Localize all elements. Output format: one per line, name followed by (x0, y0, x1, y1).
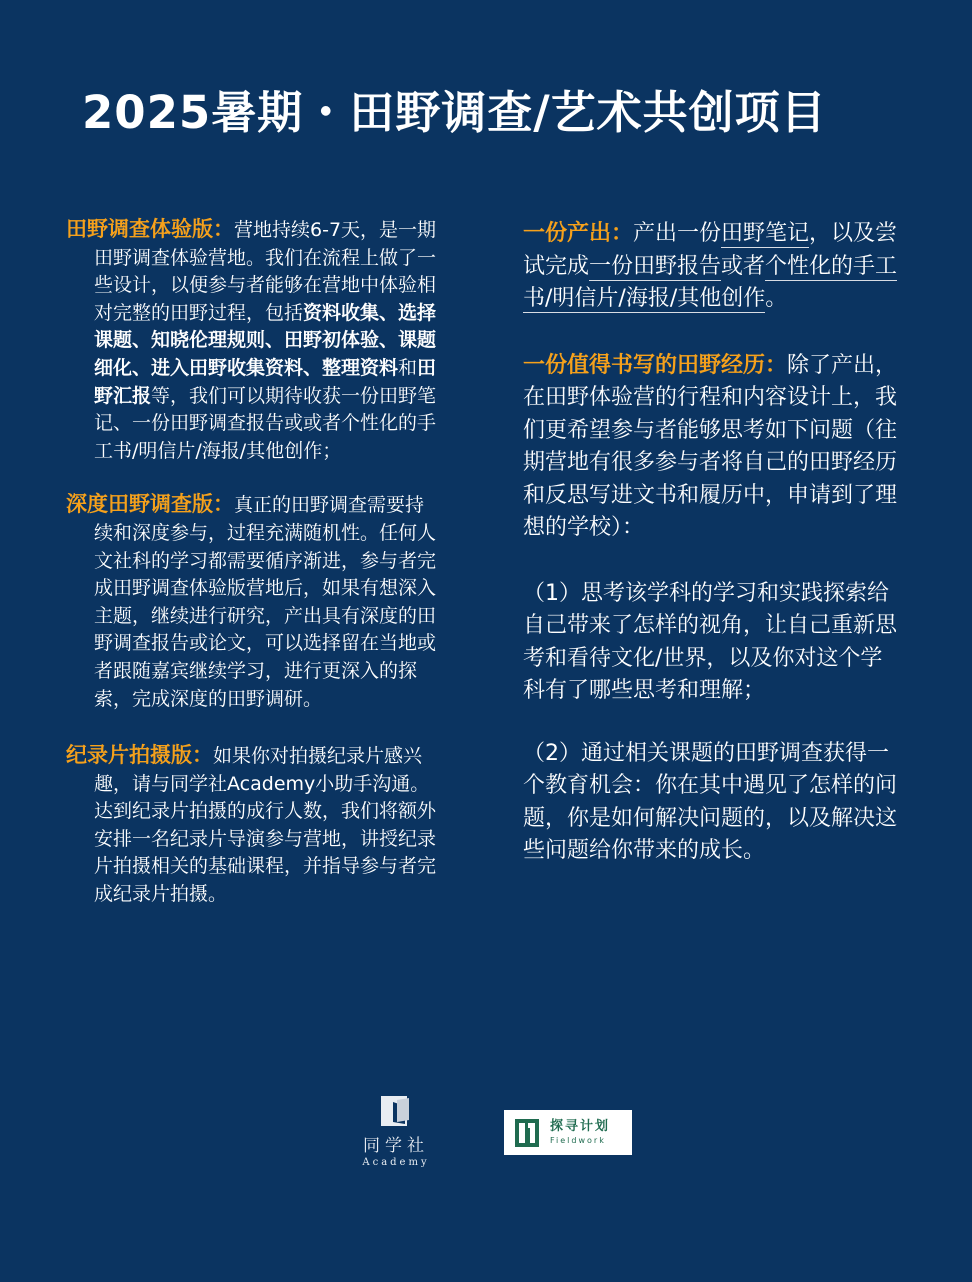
section-heading-field-trial: 田野调查体验版： (66, 217, 234, 241)
underlined-text: 田野笔记 (721, 221, 810, 246)
page-title: 2025暑期・田野调查/艺术共创项目 (82, 86, 827, 139)
fieldwork-name-cn: 探寻计划 (550, 1119, 611, 1134)
academy-name-cn: 同学社 (363, 1136, 429, 1156)
fieldwork-logo (504, 1110, 632, 1155)
section-documentary (66, 742, 438, 909)
section-heading-documentary: 纪录片拍摄版： (66, 743, 213, 768)
paragraph-text: 。 (765, 286, 788, 311)
question-2: （2）通过相关课题的田野调查获得一个教育机会：你在其中遇见了怎样的问题，你是如何解决问题的，以及解决这些问题给你带来的成长。 (523, 740, 898, 863)
paragraph-text: ，以及尝试完成 (523, 221, 898, 279)
right-column (523, 218, 898, 868)
section-text: 营地持续6-7天，是一期田野调查体验营地。我们在流程上做了一些设计，以便参与者能够在营地中体验相对完整的田野过程，包括 (94, 219, 437, 324)
underlined-text: 一份田野报告 (589, 253, 722, 279)
paragraph-text: 或者 (721, 253, 766, 279)
section-field-trial (66, 216, 438, 465)
section-text: 真正的田野调查需要持续和深度参与，过程充满随机性。任何人文社科的学习都需要循序渐进，参与者完成田野调查体验版营地后，如果有想深入主题，继续进行研究，产出具有深度的田野调查报告或论文，可以选择留在当地或者跟随嘉宾继续学习，进行更深入的探索，完成深度的田野调研。 (94, 494, 437, 710)
left-column (66, 216, 438, 909)
paragraph-text: 产出一份 (633, 221, 722, 246)
paragraph-experience (523, 350, 898, 545)
section-text: 等，我们可以期待收获一份田野笔记、一份田野调查报告或或者个性化的手工书/明信片/海报/其他创作； (94, 384, 437, 462)
section-text: 如果你对拍摄纪录片感兴趣，请与同学社Academy小助手沟通。达到纪录片拍摄的成行人数，我们将额外安排一名纪录片导演参与营地，讲授纪录片拍摄相关的基础课程，并指导参与者完成纪录片拍摄。 (94, 745, 437, 906)
paragraph-heading-output: 一份产出： (523, 221, 634, 246)
fieldwork-mark-icon (514, 1118, 540, 1148)
underlined-text: 个性化的手工书/明信片/海报/其他创作 (523, 253, 898, 311)
paragraph-heading-experience: 一份值得书写的田野经历： (523, 352, 788, 378)
question-1: （1）思考该学科的学习和实践探索给自己带来了怎样的视角，让自己重新思考和看待文化/世界，以及你对这个学科有了哪些思考和理解； (523, 580, 898, 703)
section-deep-field (66, 491, 438, 713)
paragraph-output (523, 218, 898, 316)
section-heading-deep-field: 深度田野调查版： (66, 492, 234, 517)
section-bold-text: 资料收集、选择课题、知晓伦理规则、田野初体验、课题细化、进入田野收集资料、整理资料 (94, 301, 437, 379)
section-text: 和 (398, 356, 418, 379)
book-stack-icon (379, 1094, 413, 1128)
section-bold-text: 田野汇报 (94, 356, 437, 407)
academy-name-en: Academy (362, 1157, 430, 1168)
paragraph-text: 除了产出，在田野体验营的行程和内容设计上，我们更希望参与者能够思考如下问题（往期营地有很多参与者将自己的田野经历和反思写进文书和履历中，申请到了理想的学校）： (523, 352, 898, 540)
fieldwork-name-en: Fieldwork (550, 1136, 606, 1145)
academy-logo (356, 1094, 436, 1170)
